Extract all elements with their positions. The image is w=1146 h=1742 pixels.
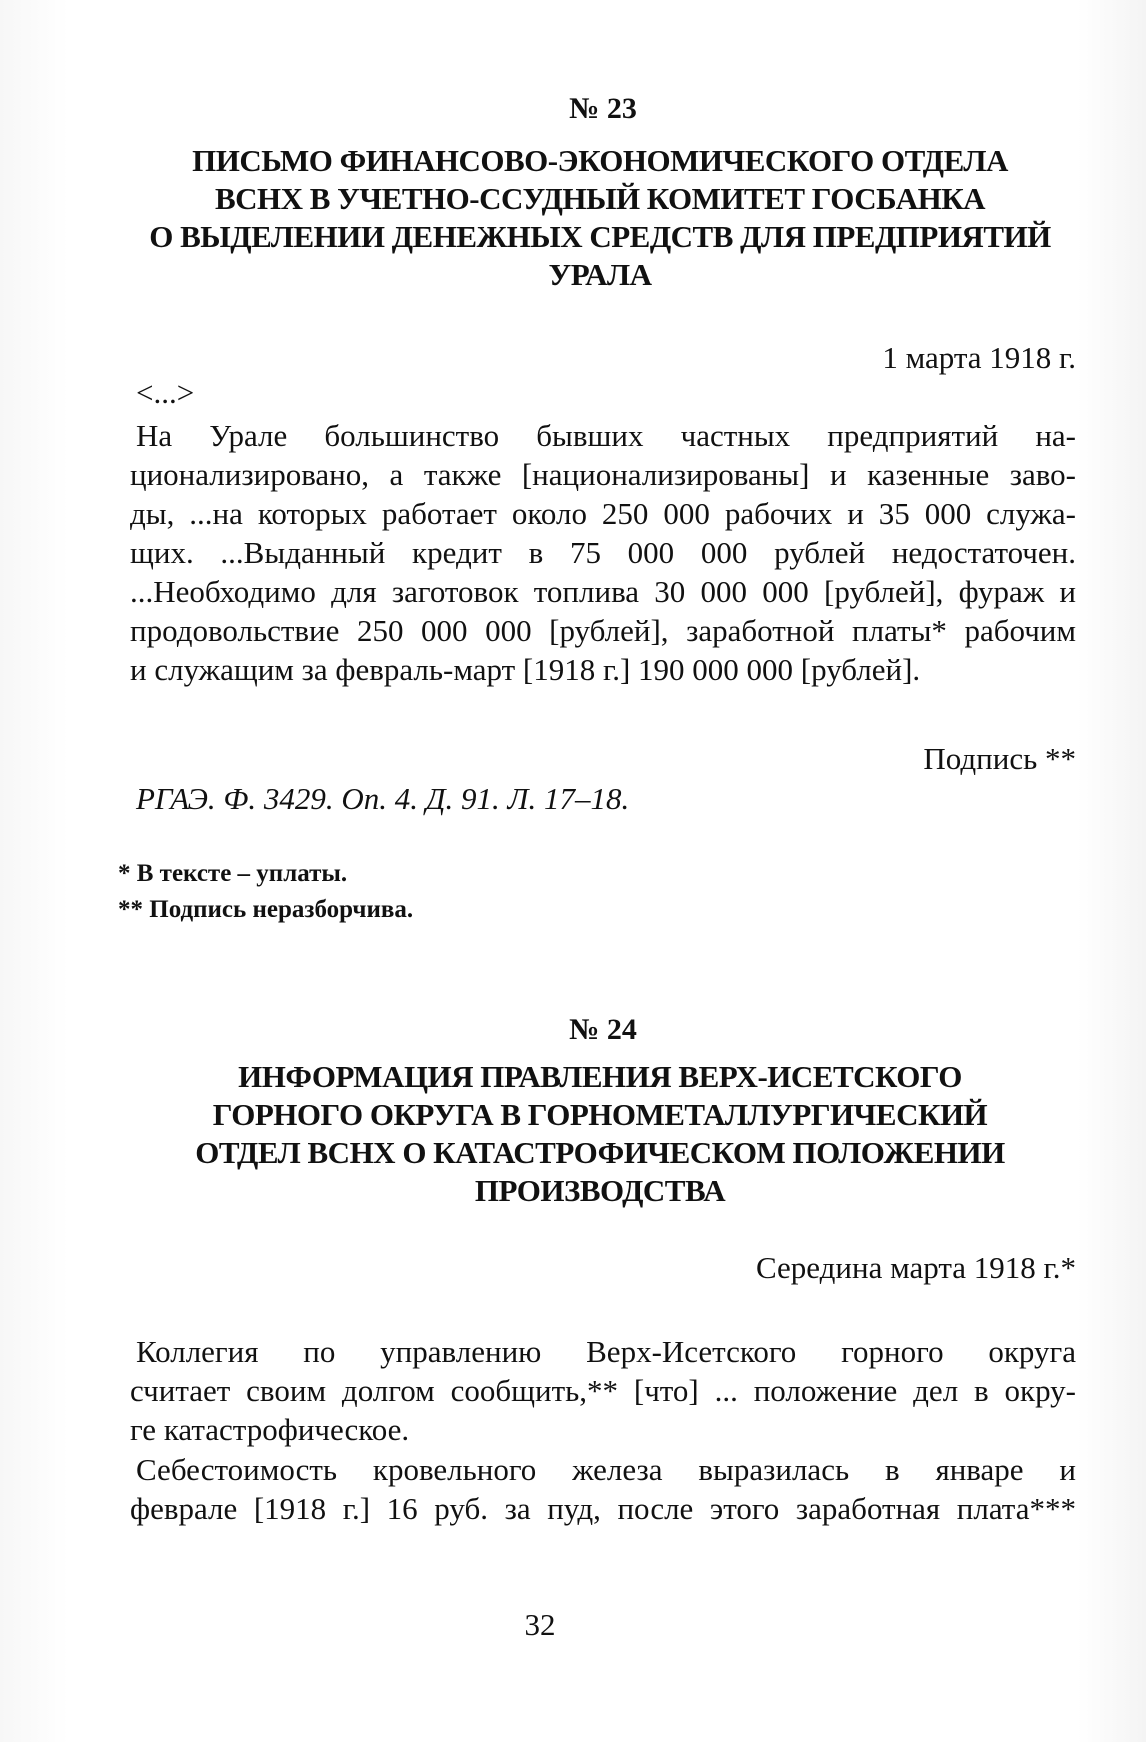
doc23-signature: Подпись ** bbox=[923, 741, 1076, 776]
doc23-body-line: и служащим за февраль-март [1918 г.] 190 000 000 [рублей]. bbox=[130, 652, 921, 687]
doc23-date: 1 марта 1918 г. bbox=[882, 340, 1076, 375]
doc24-body-line: считает своим долгом сообщить,** [что] ... положение дел в окру- bbox=[130, 1373, 1076, 1408]
doc23-title-line: О ВЫДЕЛЕНИИ ДЕНЕЖНЫХ СРЕДСТВ ДЛЯ ПРЕДПРИЯТИЙ bbox=[149, 219, 1051, 254]
doc23-body-line: На Урале большинство бывших частных предприятий на- bbox=[136, 418, 1076, 453]
doc24-title-line: ГОРНОГО ОКРУГА В ГОРНОМЕТАЛЛУРГИЧЕСКИЙ bbox=[212, 1097, 988, 1132]
doc23-body-line: ды, ...на которых работает около 250 000 рабочих и 35 000 служа- bbox=[130, 496, 1076, 531]
doc23-footnote: * В тексте – уплаты. bbox=[118, 860, 348, 887]
doc24-date: Середина марта 1918 г.* bbox=[755, 1250, 1076, 1285]
doc23-body-line: щих. ...Выданный кредит в 75 000 000 рублей недостаточен. bbox=[130, 535, 1076, 570]
doc24-title bbox=[95, 1058, 1105, 1210]
page-number: 32 bbox=[524, 1607, 556, 1642]
doc23-body bbox=[130, 416, 1076, 689]
doc24-body-line: Коллегия по управлению Верх-Исетского горного округа bbox=[136, 1334, 1076, 1369]
doc23-title bbox=[95, 142, 1105, 294]
doc23-title-line: ПИСЬМО ФИНАНСОВО-ЭКОНОМИЧЕСКОГО ОТДЕЛА bbox=[192, 143, 1008, 178]
doc24-paragraph-1 bbox=[130, 1332, 1076, 1449]
doc24-paragraph-2 bbox=[130, 1450, 1076, 1528]
doc24-title-line: ОТДЕЛ ВСНХ О КАТАСТРОФИЧЕСКОМ ПОЛОЖЕНИИ bbox=[195, 1135, 1005, 1170]
doc23-body-line: ...Необходимо для заготовок топлива 30 000 000 [рублей], фураж и bbox=[130, 574, 1076, 609]
doc24-title-line: ПРОИЗВОДСТВА bbox=[474, 1173, 726, 1208]
doc23-number: № 23 bbox=[569, 92, 637, 125]
doc23-archive-reference: РГАЭ. Ф. 3429. Оп. 4. Д. 91. Л. 17–18. bbox=[136, 781, 630, 816]
doc24-body-line: Себестоимость кровельного железа выразилась в январе и bbox=[136, 1452, 1076, 1487]
doc24-number: № 24 bbox=[569, 1013, 637, 1046]
doc23-omission-mark: <...> bbox=[136, 375, 195, 410]
doc24-title-line: ИНФОРМАЦИЯ ПРАВЛЕНИЯ ВЕРХ-ИСЕТСКОГО bbox=[238, 1059, 962, 1094]
doc23-title-line: ВСНХ В УЧЕТНО-ССУДНЫЙ КОМИТЕТ ГОСБАНКА bbox=[214, 181, 986, 216]
doc23-title-line: УРАЛА bbox=[548, 257, 652, 292]
doc23-body-line: ционализировано, а также [национализированы] и казенные заво- bbox=[130, 457, 1076, 492]
doc23-body-line: продовольствие 250 000 000 [рублей], заработной платы* рабочим bbox=[130, 613, 1076, 648]
doc24-body-line: феврале [1918 г.] 16 руб. за пуд, после этого заработная плата*** bbox=[130, 1491, 1076, 1526]
doc24-body-line: ге катастрофическое. bbox=[130, 1412, 410, 1447]
doc23-footnote: ** Подпись неразборчива. bbox=[118, 896, 414, 923]
